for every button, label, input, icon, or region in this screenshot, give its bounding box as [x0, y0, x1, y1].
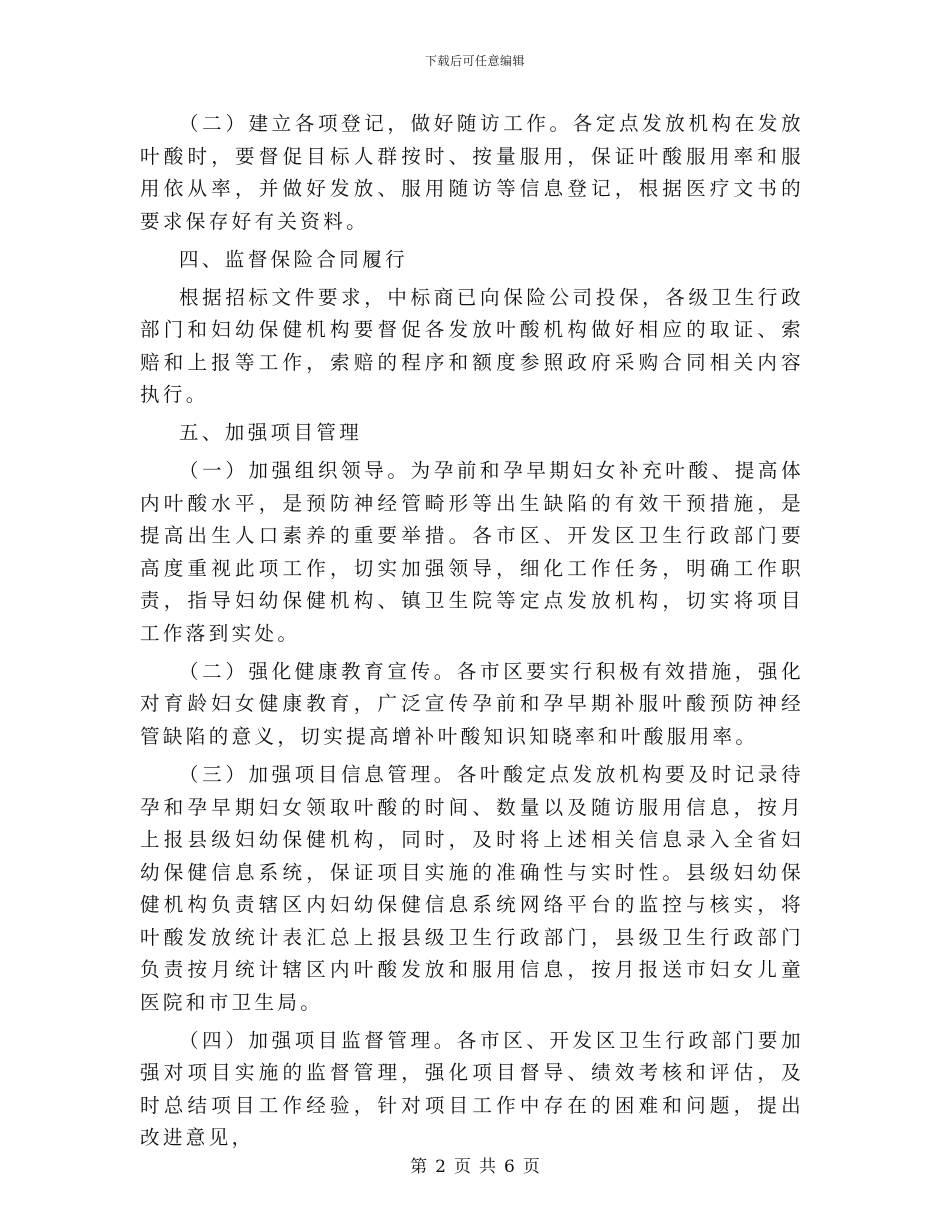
paragraph: （二）建立各项登记，做好随访工作。各定点发放机构在发放叶酸时，要督促目标人群按时、按量服用，保证叶酸服用率和服用依从率，并做好发放、服用随访等信息登记，根据医疗文书的要求保存好有关资料。 [140, 112, 804, 233]
page-footer [0, 1152, 950, 1177]
section-heading: 五、加强项目管理 [179, 421, 363, 445]
total-pages: 6 [504, 1157, 515, 1177]
paragraph: （一）加强组织领导。为孕前和孕早期妇女补充叶酸、提高体内叶酸水平，是预防神经管畸形等出生缺陷的有效干预措施，是提高出生人口素养的重要举措。各市区、开发区卫生行政部门要高度重视此项工作，切实加强领导，细化工作任务，明确工作职责，指导妇幼保健机构、镇卫生院等定点发放机构，切实将项目工作落到实处。 [140, 459, 804, 645]
paragraph: （二）强化健康教育宣传。各市区要实行积极有效措施，强化对育龄妇女健康教育，广泛宣传孕前和孕早期补服叶酸预防神经管缺陷的意义，切实提高增补叶酸知识知晓率和叶酸服用率。 [140, 659, 804, 748]
section-heading: 四、监督保险合同履行 [179, 247, 409, 271]
footer-total-word: 共 [479, 1157, 496, 1177]
paragraph: 根据招标文件要求，中标商已向保险公司投保，各级卫生行政部门和妇幼保健机构要督促各发放叶酸机构做好相应的取证、索赔和上报等工作，索赔的程序和额度参照政府采购合同相关内容执行。 [140, 285, 804, 407]
document-body [140, 108, 804, 1155]
footer-page-word: 页 [454, 1157, 471, 1177]
paragraph: （四）加强项目监督管理。各市区、开发区卫生行政部门要加强对项目实施的监督管理，强化项目督导、绩效考核和评估，及时总结项目工作经验，针对项目工作中存在的困难和问题，提出改进意见， [140, 1028, 804, 1150]
page-header: 下载后可任意编辑 [424, 54, 525, 68]
paragraph: （三）加强项目信息管理。各叶酸定点发放机构要及时记录待孕和孕早期妇女领取叶酸的时间、数量以及随访服用信息，按月上报县级妇幼保健机构，同时，及时将上述相关信息录入全省妇幼保健信息系统，保证项目实施的准确性与实时性。县级妇幼保健机构负责辖区内妇幼保健信息系统网络平台的监控与核实，将叶酸发放统计表汇总上报县级卫生行政部门，县级卫生行政部门负责按月统计辖区内叶酸发放和服用信息，按月报送市妇女儿童医院和市卫生局。 [140, 763, 804, 1014]
page-number: 2 [435, 1157, 446, 1177]
footer-suffix: 页 [522, 1157, 540, 1177]
footer-prefix: 第 [410, 1157, 428, 1177]
